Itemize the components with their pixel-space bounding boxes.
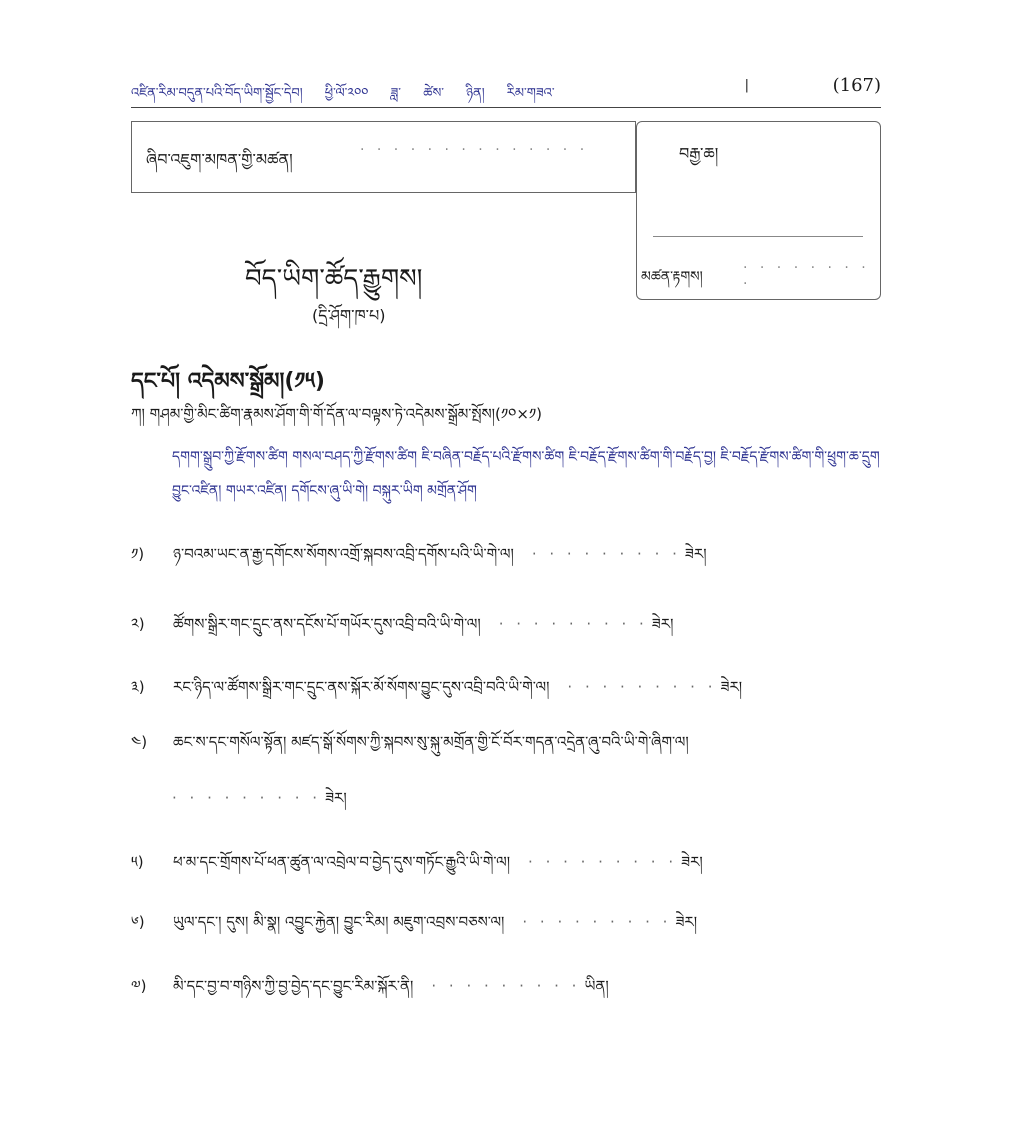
- header-book-title: འཛིན་རིམ་བདུན་པའི་བོད་ཡིག་སྦྱོང་དེབ།: [131, 86, 303, 101]
- examiner-name-field[interactable]: · · · · · · · · · · · · · ·: [360, 142, 589, 158]
- instruction-text: ཀ། གཤམ་གྱི་མིང་ཚིག་རྣམས་ཤོག་གི་གོ་དོན་ལ་བལྟས་ཏེ་འདེམས་སྒྲོམ་སྤོས།(༡༠×༡): [131, 405, 543, 423]
- question-text: ཉ་བའམ་ཡང་ན་རྒྱ་དགོངས་སོགས་འགྲོ་སྐབས་འབྲི་དགོས་པའི་ཡི་གེ་ལ།: [173, 545, 514, 563]
- answer-blank[interactable]: · · · · · · · · ·: [567, 678, 717, 696]
- question-continuation: [172, 782, 347, 824]
- header-separator: |: [744, 78, 749, 93]
- question-number: ༦): [131, 913, 145, 931]
- question-item: [131, 970, 609, 1012]
- section-heading: དང་པོ། འདེམས་སྒྲོམ།(༡༥): [131, 369, 325, 394]
- answer-choices: དགག་སྒྲུབ་ཀྱི་རྫོགས་ཚིག གསལ་བཤད་ཀྱི་རྫོགས་ཚིག ཇི་བཞིན་བརྗོད་པའི་རྫོགས་ཚིག ཇི་བརྗོད་རྫོགས་ཚིག་གི་བརྗོད་བྱ། ཇི་བརྗོད་རྫོགས་ཚིག་གི་ཕྲུག་ཆ་དྲུག བྱུང་འཛིན། གཡར་འཛིན། དགོངས་ཞུ་ཡི་གེ། བསྐུར་ཡིག མགྲོན་ཤོག: [172, 449, 880, 499]
- page-header: [131, 75, 881, 108]
- question-ending: ཟེར།: [675, 913, 698, 931]
- question-number: ༢): [131, 615, 145, 633]
- answer-blank[interactable]: · · · · · · · · ·: [431, 977, 581, 995]
- signature-label: མཚན་རྟགས།: [641, 269, 703, 285]
- question-item: [131, 538, 707, 580]
- question-text: ཡུལ་དང་། དུས། མི་སྣ། འབྱུང་རྐྱེན། བྱུང་རིམ། མཇུག་འབྲས་བཅས་ལ།: [173, 913, 505, 931]
- question-item: [131, 671, 742, 713]
- question-item: [131, 726, 689, 768]
- header-date: ཚེས་: [423, 86, 444, 101]
- header-month: ཟླ་: [390, 86, 402, 101]
- header-day: ཉིན།: [466, 86, 485, 101]
- header-year: ཕྱི་ལོ་༢༠༠: [324, 86, 369, 101]
- signature-field[interactable]: · · · · · · · · ·: [743, 260, 870, 292]
- header-rule: [131, 107, 881, 108]
- question-number: ༤): [131, 733, 148, 751]
- exam-title: བོད་ཡིག་ཚོད་རྒྱུགས།: [245, 264, 423, 294]
- percentage-label: བརྒྱ་ཆ།: [679, 144, 719, 163]
- question-text: མི་དང་བྱ་བ་གཉིས་ཀྱི་བྱ་བྱེད་དང་བྱུང་རིམ་སྐོར་ནི།: [173, 977, 414, 995]
- question-number: ༡): [131, 545, 145, 563]
- question-text: ཆང་ས་དང་གསོལ་སྟོན། མཛད་སྒོ་སོགས་ཀྱི་སྐབས་སུ་སྐུ་མགྲོན་གྱི་ངོ་བོར་གདན་འདྲེན་ཞུ་བའི་ཡི་གེ་ཞིག་ལ།: [173, 733, 689, 751]
- question-ending: ཟེར།: [325, 789, 347, 807]
- question-ending: ཟེར།: [720, 678, 743, 696]
- question-text: རང་ཉིད་ལ་ཚོགས་སྒྲིར་གང་དྲུང་ནས་སྐོར་མོ་སོགས་བྱུང་དུས་འབྲི་བའི་ཡི་གེ་ལ།: [173, 678, 550, 696]
- score-box: [636, 121, 881, 300]
- question-number: ༧): [131, 977, 147, 995]
- score-line[interactable]: [653, 236, 863, 237]
- question-ending: ཟེར།: [681, 853, 703, 871]
- question-ending: ཟེར།: [651, 615, 674, 633]
- header-weekday: རིམ་གཟའ་: [506, 86, 555, 101]
- question-number: ༣): [131, 678, 145, 696]
- answer-blank[interactable]: · · · · · · · · ·: [528, 853, 678, 871]
- page-number: (167): [832, 75, 881, 96]
- question-number: ༥): [131, 853, 144, 871]
- answer-blank[interactable]: · · · · · · · · ·: [522, 913, 672, 931]
- examiner-name-box: [131, 121, 636, 193]
- answer-blank[interactable]: · · · · · · · · ·: [531, 545, 681, 563]
- question-text: ཚོགས་སྒྲིར་གང་དྲུང་ནས་དངོས་པོ་གཡོར་དུས་འབྲི་བའི་ཡི་གེ་ལ།: [173, 615, 481, 633]
- question-text: ཕ་མ་དང་གྲོགས་པོ་ཕན་ཚུན་ལ་འབྲེལ་བ་བྱེད་དུས་གཏོང་རྒྱུའི་ཡི་གེ་ལ།: [173, 853, 511, 871]
- question-item: [131, 846, 703, 888]
- answer-blank[interactable]: · · · · · · · · ·: [498, 615, 648, 633]
- question-item: [131, 906, 697, 948]
- question-item: [131, 608, 673, 650]
- exam-subtitle: (དྲི་ཤོག་ཁ་པ): [312, 306, 386, 325]
- question-ending: ཟེར།: [684, 545, 707, 563]
- question-ending: ཡིན།: [584, 977, 609, 995]
- examiner-name-label: ཞིབ་འཇུག་མཁན་གྱི་མཚན།: [146, 150, 293, 169]
- answer-blank[interactable]: · · · · · · · · ·: [172, 789, 322, 807]
